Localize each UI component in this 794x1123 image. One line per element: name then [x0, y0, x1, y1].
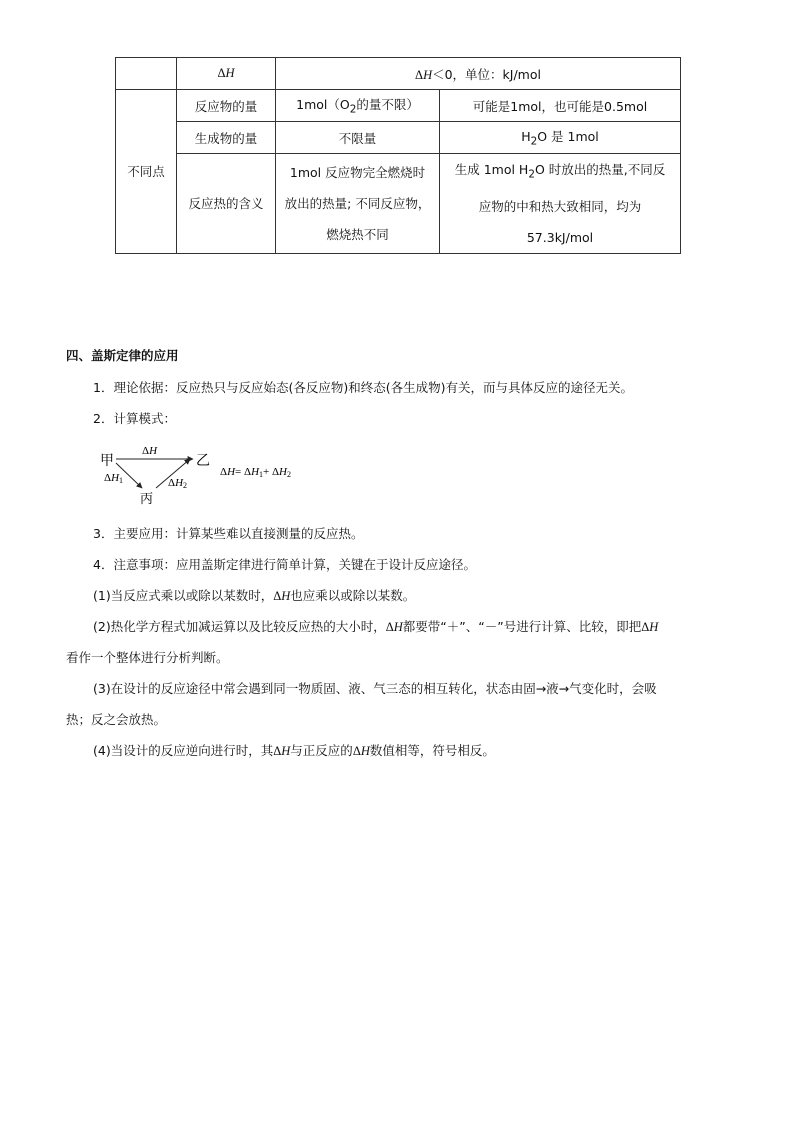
text-line: 放出的热量; 不同反应物，	[284, 195, 431, 211]
bing-label: 丙	[140, 491, 154, 506]
dh1-label: ΔH1	[104, 472, 124, 485]
text: 1mol（O	[296, 97, 350, 113]
section-title: 四、盖斯定律的应用	[66, 348, 179, 363]
table-row	[116, 154, 681, 254]
product-label-cell: 生成物的量	[177, 122, 276, 154]
reactant-neutral-cell: 可能是1mol，也可能是0.5mol	[440, 90, 681, 122]
table-row	[116, 90, 681, 122]
subscript: 2	[349, 103, 357, 116]
text-line: 57.3kJ/mol	[526, 229, 594, 245]
reactant-label-cell: 反应物的量	[177, 90, 276, 122]
text: H	[521, 129, 531, 145]
meaning-combustion-cell	[276, 154, 440, 254]
paragraph-3: 3．主要应用：计算某些难以直接测量的反应热。	[93, 526, 364, 541]
yi-label: 乙	[196, 454, 210, 469]
text: O 时放出的热量,不同反	[534, 162, 666, 177]
hess-equation: ΔH= ΔH1+ ΔH2	[220, 466, 291, 479]
text: 数值相等，符号相反。	[369, 743, 495, 758]
text-line	[444, 154, 676, 191]
hess-diagram	[98, 440, 338, 510]
text-line: 燃烧热不同	[326, 226, 389, 242]
meaning-neutral-cell	[440, 154, 681, 254]
product-neutral-cell	[440, 122, 681, 154]
dh-label-cell: ΔH	[177, 58, 276, 90]
text: (4)当设计的反应逆向进行时，其	[93, 743, 274, 758]
group-label-cell: 不同点	[116, 90, 177, 254]
note-2-cont: 看作一个整体进行分析判断。	[66, 650, 229, 665]
dh-value-cell: ΔH＜0，单位：kJ/mol	[276, 58, 681, 90]
text-line: 应物的中和热大致相同，均为	[478, 198, 642, 214]
subscript: 2	[528, 168, 535, 181]
note-3: (3)在设计的反应途径中常会遇到同一物质固、液、气三态的相互转化，状态由固→液→气变化时，会吸	[93, 681, 657, 696]
paragraph-1: 1．理论依据：反应热只与反应始态(各反应物)和终态(各生成物)有关，而与具体反应的途径无关。	[93, 380, 633, 395]
meaning-label-cell: 反应热的含义	[177, 154, 276, 254]
reactant-combustion-cell	[276, 90, 440, 122]
dh2-label: ΔH2	[168, 477, 188, 490]
text: 也应乘以或除以某数。	[290, 588, 416, 603]
text: (1)当反应式乘以或除以某数时，	[93, 588, 274, 603]
dh-value-suffix: ＜0，单位：kJ/mol	[432, 66, 541, 82]
subscript: 2	[530, 135, 538, 148]
text: (2)热化学方程式加减运算以及比较反应热的大小时，	[93, 619, 386, 634]
note-1: (1)当反应式乘以或除以某数时，ΔH也应乘以或除以某数。	[93, 588, 416, 603]
text: 都要带“＋”、“－”号进行计算、比较，即把	[402, 619, 642, 634]
dh-top-label: ΔH	[142, 445, 158, 457]
empty-cell	[116, 58, 177, 90]
table-row	[116, 122, 681, 154]
comparison-table	[115, 57, 681, 254]
text: 生成 1mol H	[454, 162, 529, 177]
text-line: 1mol 反应物完全燃烧时	[289, 164, 426, 180]
jia-label: 甲	[100, 454, 114, 469]
note-4: (4)当设计的反应逆向进行时，其ΔH与正反应的ΔH数值相等，符号相反。	[93, 743, 495, 758]
table-row	[116, 58, 681, 90]
text: 的量不限）	[356, 97, 419, 113]
text: O 是 1mol	[537, 129, 599, 145]
paragraph-4: 4．注意事项：应用盖斯定律进行简单计算，关键在于设计反应途径。	[93, 557, 476, 572]
note-2: (2)热化学方程式加减运算以及比较反应热的大小时，ΔH都要带“＋”、“－”号进行计算、比较，即把ΔH	[93, 619, 659, 634]
text: 与正反应的	[290, 743, 353, 758]
note-3-cont: 热；反之会放热。	[66, 712, 167, 727]
product-combustion-cell: 不限量	[276, 122, 440, 154]
paragraph-2: 2．计算模式：	[93, 411, 176, 426]
